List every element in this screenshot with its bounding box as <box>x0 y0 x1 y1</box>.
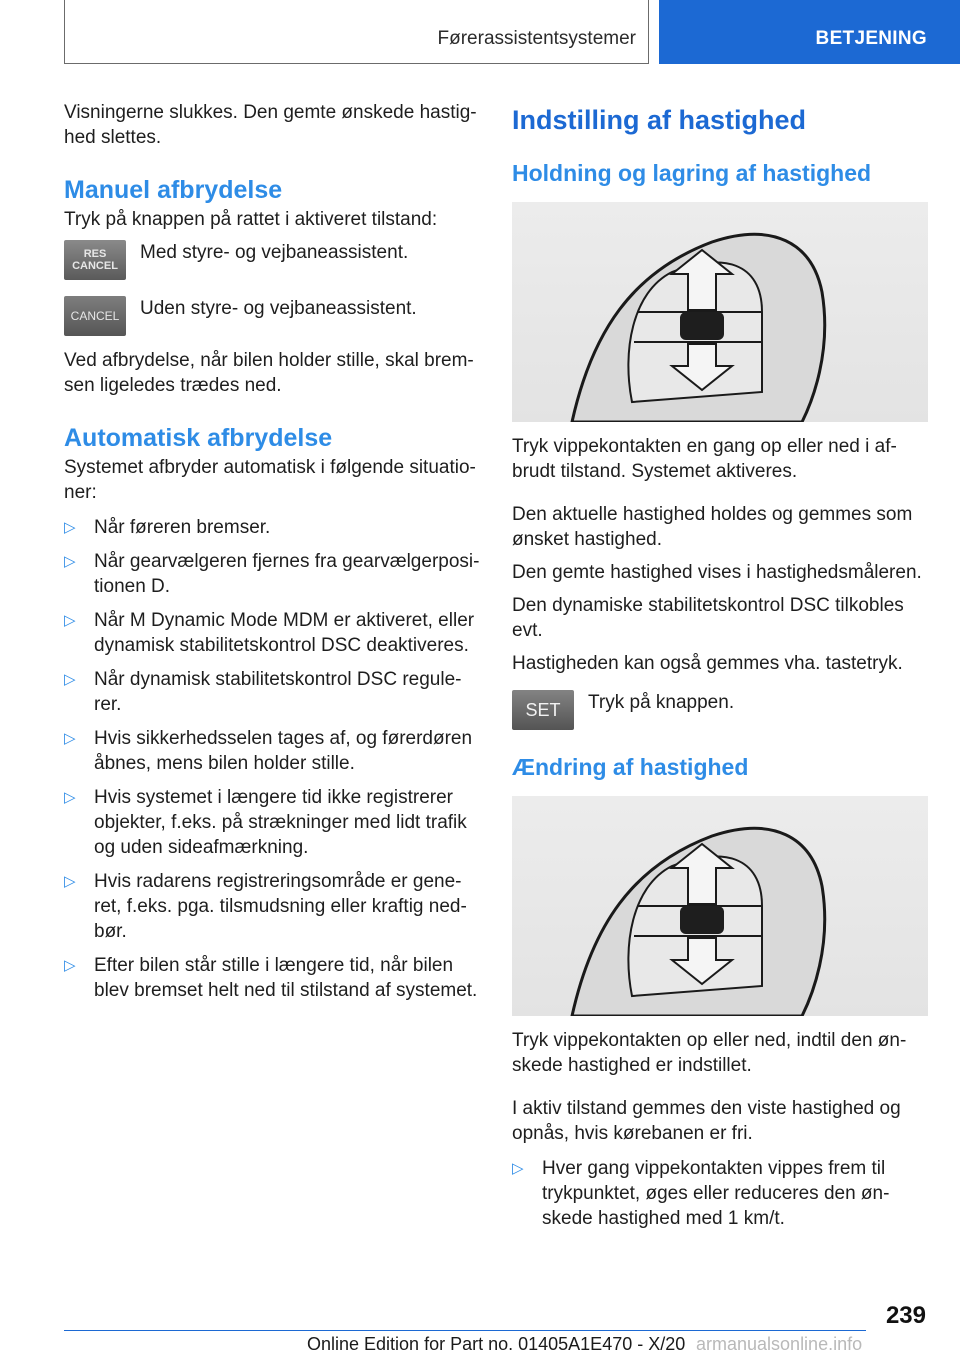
list-item: ▷ Hver gang vippekontakten vippes frem til trykpunktet, øges eller reduceres den øn‐skede hastighed med 1 km/t. <box>512 1158 890 1229</box>
left-column <box>64 100 480 1012</box>
hold-p1: Tryk vippekontakten en gang op eller ned i af‐brudt tilstand. Systemet aktiveres. <box>512 436 897 482</box>
list-item: ▷ Når føreren bremser. <box>64 517 271 538</box>
steering-wheel-illustration <box>512 796 928 1016</box>
hold-p2: Den aktuelle hastighed holdes og gemmes som ønsket hastighed. <box>512 504 913 550</box>
change-heading: Ændring af hastighed <box>512 754 749 780</box>
triangle-bullet-icon: ▷ <box>64 957 76 974</box>
header-chapter-title: BETJENING <box>815 28 927 49</box>
triangle-bullet-icon: ▷ <box>512 1160 524 1177</box>
main-heading: Indstilling af hastighed <box>512 105 807 135</box>
set-text: Tryk på knappen. <box>588 692 735 713</box>
edition-text: Online Edition for Part no. 01405A1E470 - X/20 <box>307 1334 686 1354</box>
list-item: ▷ Hvis systemet i længere tid ikke registrerer objekter, f.eks. på strækninger med lidt trafik og uden sideafmærkning. <box>64 787 467 858</box>
hold-p5: Hastigheden kan også gemmes vha. tastetryk. <box>512 653 903 674</box>
hold-p3: Den gemte hastighed vises i hastighedsmåleren. <box>512 562 922 583</box>
auto-text: Systemet afbryder automatisk i følgende situatio‐ner: <box>64 457 476 503</box>
triangle-bullet-icon: ▷ <box>64 553 76 570</box>
change-p1: Tryk vippekontakten op eller ned, indtil den øn‐skede hastighed er indstillet. <box>512 1030 907 1076</box>
res-cancel-text: Med styre- og vejbaneassistent. <box>140 242 409 263</box>
triangle-bullet-icon: ▷ <box>64 730 76 747</box>
list-item: ▷ Efter bilen står stille i længere tid, når bilen blev bremset helt ned til stilstand af systemet. <box>64 955 478 1001</box>
page-number: 239 <box>885 1302 926 1329</box>
header-chapter-tab <box>659 0 960 64</box>
list-item: ▷ Når gearvælgeren fjernes fra gearvælgerposi‐tionen D. <box>64 551 480 597</box>
hold-heading: Holdning og lagring af hastighed <box>512 160 872 186</box>
manual-text: Tryk på knappen på rattet i aktiveret tilstand: <box>64 209 438 230</box>
triangle-bullet-icon: ▷ <box>64 671 76 688</box>
cancel-button-icon: CANCEL <box>64 296 126 336</box>
header-section-box <box>64 0 649 64</box>
cancel-text: Uden styre- og vejbaneassistent. <box>140 298 417 319</box>
cancel-row <box>64 296 480 336</box>
hold-p4: Den dynamiske stabilitetskontrol DSC tilkobles evt. <box>512 595 904 641</box>
footer-divider <box>64 1330 866 1331</box>
set-row <box>512 690 928 730</box>
change-bullet-list <box>512 1156 928 1231</box>
triangle-bullet-icon: ▷ <box>64 789 76 806</box>
manual-heading: Manuel afbrydelse <box>64 176 283 204</box>
list-item: ▷ Når dynamisk stabilitetskontrol DSC regule‐rer. <box>64 669 462 715</box>
auto-bullet-list <box>64 515 480 1003</box>
triangle-bullet-icon: ▷ <box>64 612 76 629</box>
steering-wheel-figure-2 <box>512 796 928 1016</box>
steering-wheel-figure-1 <box>512 202 928 422</box>
intro-paragraph: Visningerne slukkes. Den gemte ønskede hastig‐hed slettes. <box>64 102 477 148</box>
right-column <box>512 100 928 1240</box>
triangle-bullet-icon: ▷ <box>64 873 76 890</box>
list-item: ▷ Når M Dynamic Mode MDM er aktiveret, eller dynamisk stabilitetskontrol DSC deaktiveres. <box>64 610 475 656</box>
list-item: ▷ Hvis sikkerhedsselen tages af, og førerdøren åbnes, mens bilen holder stille. <box>64 728 473 774</box>
header-section-title: Førerassistentsystemer <box>437 28 636 49</box>
set-button-icon: SET <box>512 690 574 730</box>
auto-heading: Automatisk afbrydelse <box>64 424 333 452</box>
change-p2: I aktiv tilstand gemmes den viste hastighed og opnås, hvis kørebanen er fri. <box>512 1098 901 1144</box>
watermark-text: armanualsonline.info <box>696 1334 863 1354</box>
list-item: ▷ Hvis radarens registreringsområde er gene‐ret, f.eks. pga. tilsmudsning eller kraftig ned‐bør. <box>64 871 467 942</box>
brake-paragraph: Ved afbrydelse, når bilen holder stille, skal brem‐sen ligeledes trædes ned. <box>64 350 474 396</box>
triangle-bullet-icon: ▷ <box>64 519 76 536</box>
res-cancel-button-icon: RES CANCEL <box>64 240 126 280</box>
res-cancel-row <box>64 240 480 280</box>
steering-wheel-illustration <box>512 202 928 422</box>
